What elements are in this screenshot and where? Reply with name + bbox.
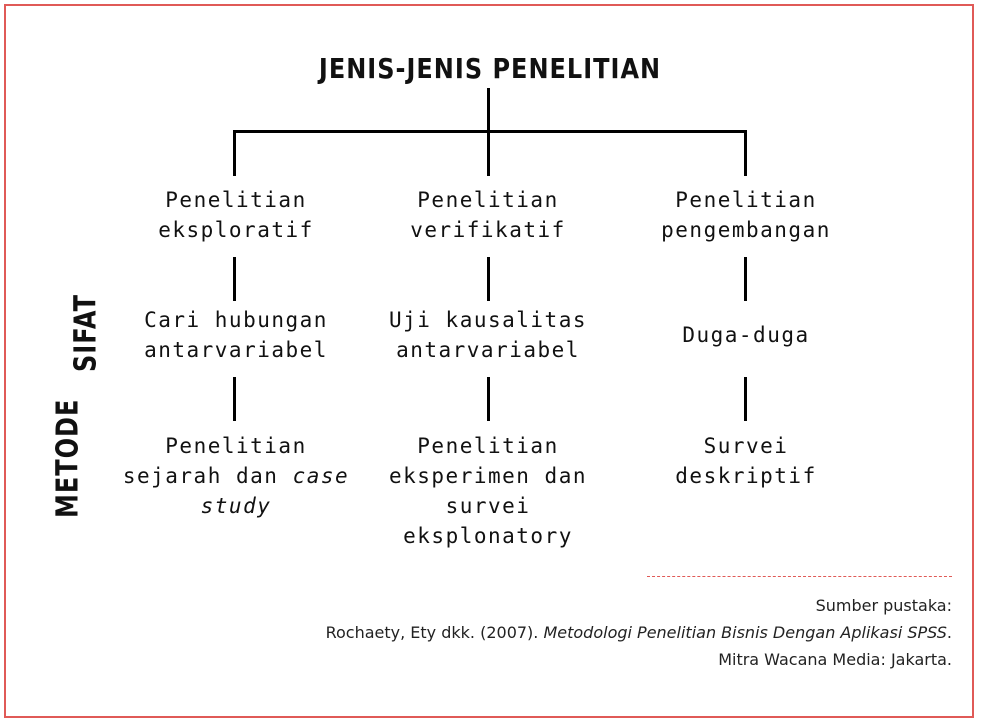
source-publisher: Mitra Wacana Media: Jakarta.: [718, 650, 952, 669]
nature-node-verificative: [355, 305, 621, 365]
type-line: pengembangan: [661, 218, 831, 242]
nature-line: antarvariabel: [144, 338, 328, 362]
method-line: eksplonatory: [403, 524, 573, 548]
nature-line: Duga-duga: [682, 323, 810, 347]
type-node-exploratory: [118, 185, 354, 245]
method-line: [103, 461, 369, 491]
branch-bar: [233, 130, 747, 133]
method-line: Penelitian: [417, 434, 559, 458]
type-line: verifikatif: [410, 218, 566, 242]
nature-line: antarvariabel: [396, 338, 580, 362]
connector-right-2: [744, 377, 747, 421]
type-line: eksploratif: [158, 218, 314, 242]
type-line: Penelitian: [417, 188, 559, 212]
method-line: eksperimen dan: [388, 464, 587, 488]
method-node-exploratory: [103, 431, 369, 521]
title-stem: [487, 88, 490, 132]
method-text-italic: case: [292, 464, 350, 488]
method-line: deskriptif: [675, 464, 817, 488]
connector-left-1: [233, 257, 236, 301]
diagram-title: JENIS-JENIS PENELITIAN: [318, 52, 662, 86]
nature-node-exploratory: [103, 305, 369, 365]
side-label-metode: METODE: [50, 398, 85, 518]
type-node-development: [628, 185, 864, 245]
type-line: Penelitian: [675, 188, 817, 212]
nature-line: Uji kausalitas: [388, 308, 587, 332]
method-node-verificative: [355, 431, 621, 551]
connector-right-1: [744, 257, 747, 301]
side-label-sifat: SIFAT: [68, 294, 103, 372]
nature-line: Cari hubungan: [144, 308, 328, 332]
method-node-development: [628, 431, 864, 491]
source-heading: Sumber pustaka:: [815, 596, 952, 615]
branch-left: [233, 130, 236, 176]
method-line: Survei: [703, 434, 789, 458]
type-line: Penelitian: [165, 188, 307, 212]
source-citation: [326, 592, 952, 673]
source-reference: [326, 619, 952, 646]
method-text: sejarah dan: [122, 464, 293, 488]
connector-left-2: [233, 377, 236, 421]
nature-node-development: [628, 320, 864, 350]
method-line: Penelitian: [165, 434, 307, 458]
type-node-verificative: [370, 185, 606, 245]
source-divider: [647, 576, 952, 577]
source-punct: .: [946, 623, 952, 642]
connector-middle-2: [487, 377, 490, 421]
source-book-title: Metodologi Penelitian Bisnis Dengan Aplikasi SPSS: [543, 623, 947, 642]
side-label: [20, 294, 103, 520]
branch-middle: [487, 130, 490, 176]
method-line: survei: [445, 494, 531, 518]
branch-right: [744, 130, 747, 176]
source-author: Rochaety, Ety dkk. (2007).: [325, 623, 544, 642]
method-line: study: [200, 494, 272, 518]
connector-middle-1: [487, 257, 490, 301]
